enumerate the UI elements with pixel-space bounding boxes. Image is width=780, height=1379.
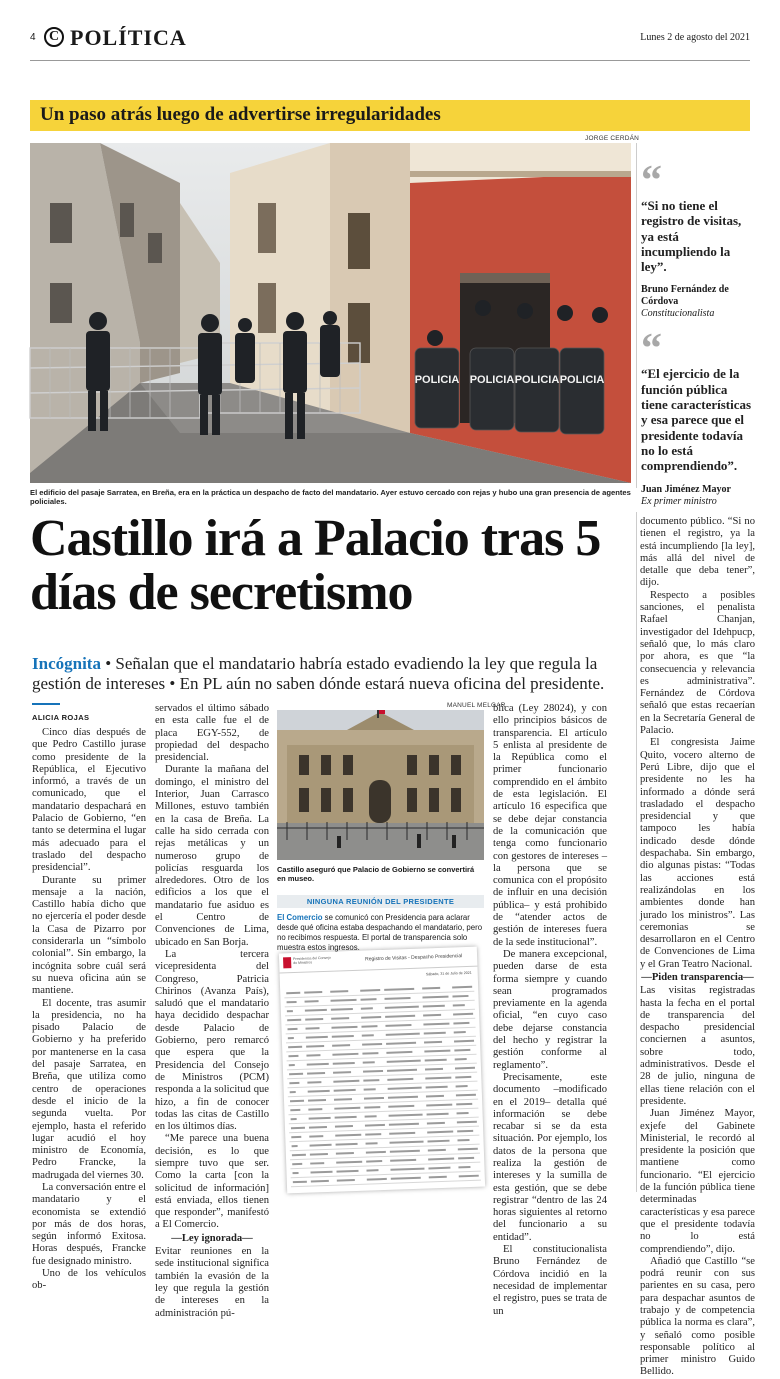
table-cell: [292, 1163, 302, 1165]
paragraph: “Me parece una buena decisión, es lo que siempre tuvo que ser. Como la carta [con la solicitud de información] está enviada, ellos tienen que responder”, manifestó a El Comercio.: [155, 1133, 269, 1231]
table-cell: [428, 1167, 450, 1170]
table-cell: [308, 1108, 322, 1110]
table-cell: [364, 1106, 380, 1109]
table-cell: [366, 1160, 382, 1163]
table-cell: [385, 1006, 419, 1009]
paragraph: Respecto a posibles sanciones, el penalista Rafael Chanjan, investigador del Idehpucp, señaló que, lo más claro por ahora, es que “la consecuencia y relevancia es administrativa”. Fernández de Córdova señaló que estas recaerían en la Secretaría General de Palacio.: [640, 589, 755, 737]
main-photo-credit: JORGE CERDÁN: [585, 135, 640, 142]
table-cell: [455, 1067, 475, 1070]
table-cell: [366, 1151, 386, 1154]
table-cell: [331, 1017, 349, 1020]
table-cell: [452, 995, 468, 998]
table-cell: [289, 1073, 303, 1075]
paragraph: blica (Ley 28024), y con ello principios básicos de transparencia. El artículo 5 enlista al presidente de la República como el primer funcionario comprendido en el ámbito de esta legislación. El artículo 16 especifica que se debe dejar constancia de la comunicación que tenga como funcionario con gestores de intereses –la persona que se comunica con el propósito de influir en una decisión pública– y está prohibido de “atender actos de gestión de intereses fuera de la sede institucional”.: [493, 703, 607, 948]
table-cell: [360, 998, 376, 1001]
table-cell: [425, 1068, 443, 1071]
table-cell: [311, 1171, 333, 1174]
table-cell: [422, 987, 440, 990]
table-cell: [428, 1158, 454, 1161]
table-cell: [335, 1125, 353, 1128]
table-cell: [364, 1088, 376, 1090]
table-cell: [333, 1062, 355, 1065]
table-cell: [334, 1098, 352, 1101]
table-cell: [390, 1150, 420, 1153]
table-cell: [388, 1105, 414, 1108]
table-cell: [333, 1071, 351, 1074]
table-cell: [290, 1100, 304, 1102]
table-cell: [453, 1004, 465, 1006]
table-cell: [387, 1078, 413, 1081]
table-cell: [292, 1154, 306, 1156]
paragraph: documento público. “Si no tienen el registro, ya la está incumpliendo [la ley], más allá del nivel de detalle que deba tener”, dijo.: [640, 516, 755, 589]
table-cell: [386, 1051, 412, 1054]
paragraph: De manera excepcional, pueden darse de esta forma siempre y cuando sean programados previamente en la agenda oficial, “en cuyo caso debe dejarse constancia del hecho y registrar la gestión conforme al reglamento”.: [493, 948, 607, 1071]
table-cell: [308, 1090, 330, 1093]
kicker-bar: [30, 100, 750, 131]
table-cell: [361, 1025, 377, 1028]
table-cell: [428, 1149, 446, 1152]
table-cell: [286, 992, 300, 994]
quote-text: “Si no tiene el registro de visitas, ya está incumpliendo la ley”.: [641, 198, 742, 275]
table-cell: [366, 1169, 378, 1171]
table-cell: [389, 1132, 415, 1135]
table-cell: [336, 1152, 354, 1155]
table-cell: [290, 1091, 296, 1093]
table-cell: [336, 1170, 358, 1173]
quote-author: Juan Jiménez Mayor: [641, 483, 731, 495]
table-cell: [308, 1099, 326, 1102]
table-cell: [363, 1070, 383, 1073]
table-cell: [307, 1081, 321, 1083]
table-cell: [458, 1166, 470, 1168]
table-cell: [390, 1159, 416, 1162]
table-cell: [384, 988, 414, 991]
street-police-illustration: [30, 143, 631, 483]
issue-date: Lunes 2 de agosto del 2021: [640, 32, 750, 43]
shield-label: POLICIA: [469, 374, 515, 386]
article-column-2: [155, 703, 269, 1320]
quote-mark-icon: “: [641, 158, 662, 204]
article-column-1: [32, 727, 146, 1293]
table-cell: [304, 991, 322, 994]
document-title: Registro de Visitas - Despacho Presidencial: [365, 953, 463, 963]
table-cell: [365, 1133, 381, 1136]
table-cell: [364, 1097, 384, 1100]
table-cell: [365, 1124, 385, 1127]
table-cell: [389, 1114, 423, 1117]
table-cell: [390, 1168, 424, 1171]
table-cell: [425, 1059, 447, 1062]
palace-photo: [277, 710, 484, 860]
sidebar-box-brand: El Comercio: [277, 913, 323, 922]
table-cell: [424, 1050, 450, 1053]
paragraph: El docente, tras asumir la presidencia, no ha pisado Palacio de Gobierno y ha preferido por mantenerse en la casa del pasaje Sarratea, en Breña, que utiliza como centro de operaciones desde el inicio de la segunda vuelta. Por ejemplo, hasta el referido lugar acudió el hoy ministro de Economía, Pedro Francke, la madrugada del viernes 30.: [32, 997, 146, 1181]
table-cell: [288, 1055, 298, 1057]
table-cell: [305, 1027, 319, 1029]
byline-accent: [32, 703, 60, 705]
table-cell: [287, 1028, 297, 1030]
shield-label: POLICIA: [514, 374, 560, 386]
sidebar-box-title: NINGUNA REUNIÓN DEL PRESIDENTE: [277, 895, 484, 908]
table-cell: [305, 1000, 319, 1002]
table-cell: [332, 1044, 350, 1047]
table-cell: [331, 1026, 357, 1029]
column-divider: [636, 512, 637, 1192]
table-cell: [454, 1040, 474, 1043]
table-cell: [453, 1022, 469, 1025]
table-cell: [288, 1046, 302, 1048]
table-cell: [292, 1145, 298, 1147]
article-column-5: [640, 516, 755, 1379]
paragraph: Durante la mañana del domingo, el ministro del Interior, Juan Carrasco Millones, estuvo también en la casa de Breña. La calle ha sido cerrada con rejas metálicas y un numeroso grupo de policías resguarda los alrededores. Otro de los edificios a los que el mandatario fue asiduo es el Centro de Convenciones de Lima, ubicado en San Borja.: [155, 764, 269, 948]
quote-mark-icon: “: [641, 326, 662, 373]
table-cell: [426, 1095, 444, 1098]
table-cell: [362, 1052, 378, 1055]
paragraph: La tercera vicepresidenta del Congreso, Patricia Chirinos (Avanza País), saludó que el mandatario haya decidido despachar desde Palacio de Gobierno, pero remarcó que espera que la Presidencia del Consejo de Ministros (PCM) responda a la solicitud que hizo, a fin de conocer todas las citas de Castillo en los últimos días.: [155, 948, 269, 1133]
table-cell: [336, 1161, 362, 1164]
table-cell: [452, 986, 472, 989]
table-cell: [423, 1005, 445, 1008]
table-cell: [291, 1127, 305, 1129]
table-cell: [289, 1082, 299, 1084]
table-cell: [429, 1176, 447, 1179]
table-cell: [361, 1007, 373, 1009]
table-cell: [332, 1035, 354, 1038]
quote-author-role: Ex primer ministro: [641, 495, 717, 507]
byline: ALICIA ROJAS: [32, 713, 90, 722]
table-cell: [424, 1041, 442, 1044]
table-cell: [306, 1054, 320, 1056]
table-cell: [335, 1134, 361, 1137]
table-cell: [287, 1019, 301, 1021]
table-cell: [453, 1013, 473, 1016]
palace-photo-credit: MANUEL MELGAR: [447, 702, 506, 709]
table-cell: [291, 1136, 301, 1138]
table-cell: [293, 1181, 307, 1183]
peru-flag-icon: [283, 957, 291, 968]
table-cell: [424, 1032, 446, 1035]
paragraph: servados el último sábado en esta calle fue el de placa EGY-552, de propiedad del despacho presidencial.: [155, 703, 269, 764]
section-title: POLÍTICA: [70, 25, 187, 50]
paragraph: El congresista Jaime Quito, vocero alterno de Perú Libre, dijo que el presidente no les ha informado a dónde será trasladado el despacho presidencial y que tampoco les había indicado desde dónde despachaba. Sin embargo, dio algunas pistas: “Todas las acciones está realizándolas en los ambientes donde han jurado los ministros”. Las ceremonias se desarrollaron en el Centro de Convenciones de Lima y el Gran Teatro Nacional.: [640, 737, 755, 970]
table-cell: [290, 1109, 300, 1111]
table-cell: [305, 1009, 327, 1012]
paragraph: Uno de los vehículos ob-: [32, 1268, 146, 1292]
table-cell: [332, 1053, 358, 1056]
table-cell: [309, 1126, 327, 1129]
table-cell: [386, 1033, 420, 1036]
table-cell: [363, 1061, 375, 1063]
table-cell: [457, 1139, 469, 1141]
subheading: —Piden transparencia—: [641, 971, 754, 983]
table-cell: [330, 990, 348, 993]
deck-text: • Señalan que el mandatario habría estado evadiendo la ley que regula la gestión de intereses • En PL aún no saben dónde estará nueva oficina del presidente.: [32, 654, 605, 693]
table-cell: [333, 1080, 359, 1083]
table-cell: [422, 996, 448, 999]
table-cell: [458, 1148, 478, 1151]
table-cell: [365, 1115, 377, 1117]
table-cell: [288, 1037, 294, 1039]
table-cell: [457, 1130, 473, 1133]
government-palace-illustration: [277, 710, 484, 860]
paragraph: Juan Jiménez Mayor, exjefe del Gabinete Ministerial, le recordó al presidente la posición que mantiene como funcionario. “El ejercicio de la función pública tiene determinadas características y esa parece que el presidente todavía no lo está comprendiendo”, dijo.: [640, 1108, 755, 1255]
main-photo-caption: El edificio del pasaje Sarratea, en Breña, era en la práctica un despacho de facto del mandatario. Ayer estuvo cercado con rejas y hubo una gran presencia de agentes policiales.: [30, 488, 631, 506]
shield-label: POLICIA: [414, 374, 460, 386]
sidebar-box-body: se comunicó con Presidencia para aclarar desde qué oficina estaba despachando el mandatario, pero no recibimos respuesta. El portal de transparencia solo muestra estos ingresos.: [277, 913, 483, 952]
paragraph: Las visitas registradas hasta la fecha en el portal de transparencia del despacho presidencial conciernen a asuntos, sobre todo, administrativos. Desde el 28 de julio, ninguna de ellas tiene relación con el presidente.: [640, 985, 755, 1107]
table-cell: [287, 1001, 297, 1003]
table-cell: [426, 1104, 452, 1107]
shield-label: POLICIA: [559, 374, 605, 386]
table-cell: [454, 1049, 470, 1052]
kicker-text: Un paso atrás luego de advertirse irregularidades: [40, 104, 441, 125]
table-cell: [457, 1121, 477, 1124]
table-cell: [362, 1043, 382, 1046]
masthead: [30, 26, 750, 56]
table-cell: [307, 1072, 325, 1075]
table-cell: [307, 1063, 329, 1066]
table-cell: [310, 1162, 324, 1164]
main-photo: [30, 143, 631, 483]
quote-text: “El ejercicio de la función pública tiene características y esa parece que el presidente todavía no lo está comprendiendo”.: [641, 366, 752, 474]
table-cell: [289, 1064, 295, 1066]
document-organization: Presidencia del Consejo de Ministros: [293, 955, 331, 966]
table-cell: [457, 1112, 469, 1114]
column-divider: [636, 143, 637, 488]
table-cell: [386, 1042, 416, 1045]
pull-quote: [641, 326, 756, 507]
table-cell: [305, 1018, 323, 1021]
table-cell: [384, 997, 410, 1000]
paragraph: Durante su primer mensaje a la nación, Castillo había dicho que no ejercería el poder desde la Casa de Pizarro por considerarla un “símbolo colonial”. Sin embargo, la incógnita sobre cuál será su nueva oficina aún se mantiene.: [32, 874, 146, 997]
table-cell: [309, 1117, 331, 1120]
article-column-4: [493, 703, 607, 1318]
paragraph: La conversación entre el mandatario y el economista se extendió por más de dos horas, según informó Exitosa. Horas después, Francke fue designado ministro.: [32, 1181, 146, 1267]
document-date: Sábado, 31 de Julio de 2021: [425, 970, 472, 977]
paragraph: Precisamente, este documento –modificado en el 2019– detalla qué información se debe recabar si se da esta situación. Por ejemplo, los datos de la persona que realiza la gestión de intereses y la sumilla de esta gestión, que se debe registrar “dentro de las 24 horas siguientes al retorno del funcionario a su entidad”.: [493, 1071, 607, 1243]
quote-author-role: Constitucionalista: [641, 308, 715, 320]
deck-lead: Incógnita: [32, 654, 101, 673]
table-cell: [427, 1140, 449, 1143]
table-cell: [459, 1175, 479, 1178]
pull-quotes: [641, 158, 756, 508]
table-cell: [456, 1094, 476, 1097]
subheading: —Ley ignorada—: [171, 1232, 253, 1244]
table-cell: [427, 1131, 453, 1134]
table-cell: [456, 1103, 472, 1106]
palace-photo-caption: Castillo aseguró que Palacio de Gobierno se convertirá en museo.: [277, 865, 475, 883]
table-cell: [310, 1144, 332, 1147]
paragraph: El constitucionalista Bruno Fernández de Córdova incidió en la necesidad de implementar el registro, pues se trata de un: [493, 1244, 607, 1317]
table-cell: [454, 1031, 466, 1033]
table-cell: [423, 1014, 441, 1017]
table-cell: [427, 1122, 445, 1125]
table-cell: [360, 989, 380, 992]
table-cell: [389, 1123, 419, 1126]
page-number: 4: [30, 32, 36, 43]
pull-quote: [641, 158, 756, 320]
paragraph: Cinco días después de que Pedro Castillo jurase como presidente de la República, el Ejecutivo informó, a través de un comunicado, que el mandatario despachará en Palacio de Gobierno, “en tanto se determina el lugar más adecuado para el traslado del despacho presidencial”.: [32, 727, 146, 874]
headline: Castillo irá a Palacio tras 5 días de secretismo: [30, 510, 601, 621]
table-cell: [361, 1016, 381, 1019]
table-cell: [423, 1023, 449, 1026]
table-cell: [455, 1076, 471, 1079]
table-cell: [388, 1087, 422, 1090]
table-cell: [391, 1177, 421, 1180]
el-comercio-logo-icon: C: [44, 27, 64, 47]
table-cell: [425, 1077, 451, 1080]
quote-author: Bruno Fernández de Córdova: [641, 284, 729, 308]
table-cell: [306, 1036, 328, 1039]
table-cell: [426, 1086, 448, 1089]
table-cell: [362, 1034, 374, 1036]
table-cell: [363, 1079, 379, 1082]
table-cell: [388, 1096, 418, 1099]
header-divider: [30, 60, 750, 61]
table-cell: [310, 1153, 328, 1156]
table-cell: [385, 1024, 411, 1027]
table-cell: [287, 1010, 293, 1012]
table-cell: [331, 999, 357, 1002]
table-cell: [366, 1142, 378, 1144]
table-cell: [337, 1179, 355, 1182]
deck: [32, 654, 632, 694]
table-cell: [456, 1085, 468, 1087]
paragraph: Evitar reuniones en la sede institucional significa también la evasión de la ley que regula la gestión de intereses en la administración pú-: [155, 1246, 269, 1319]
table-cell: [331, 1008, 353, 1011]
table-cell: [336, 1143, 358, 1146]
table-cell: [291, 1118, 297, 1120]
table-cell: [390, 1141, 424, 1144]
table-cell: [335, 1116, 357, 1119]
table-cell: [385, 1015, 415, 1018]
paragraph: Añadió que Castillo “se podrá reunir con sus parientes en su casa, pero para despachar asuntos de trabajo y de competencia pública la norma es clara”, y señaló como posible responsable político al primer ministro Guido Bellido.: [640, 1255, 755, 1378]
table-cell: [458, 1157, 474, 1160]
table-cell: [334, 1089, 356, 1092]
table-cell: [387, 1069, 417, 1072]
table-cell: [455, 1058, 467, 1060]
table-cell: [427, 1113, 449, 1116]
table-cell: [309, 1135, 323, 1137]
table-cell: [387, 1060, 421, 1063]
visitor-register-document: [279, 947, 485, 1194]
table-cell: [306, 1045, 324, 1048]
table-cell: [311, 1180, 329, 1183]
table-cell: [293, 1172, 299, 1174]
table-cell: [367, 1178, 387, 1181]
table-cell: [334, 1107, 360, 1110]
